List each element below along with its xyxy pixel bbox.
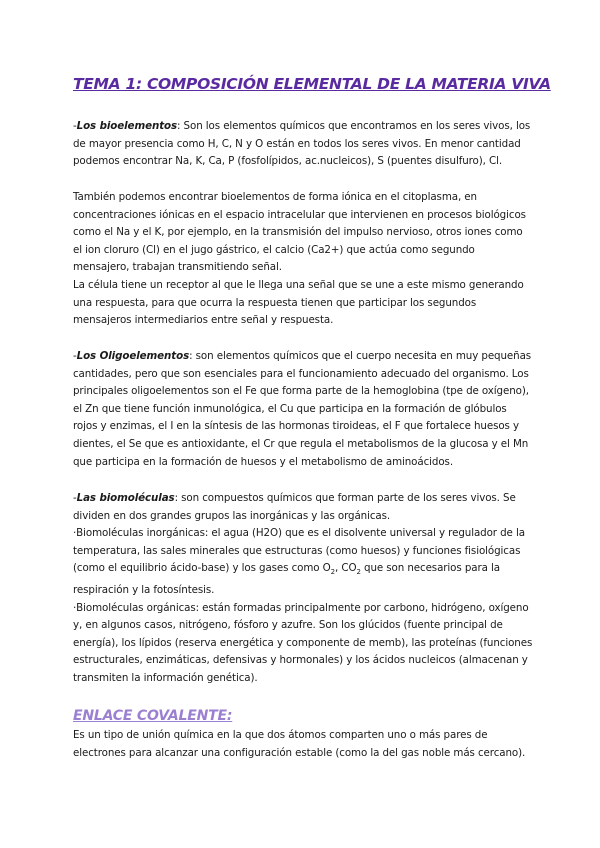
bullet-dash: - [73,492,77,504]
subscript-co2: 2 [356,568,361,577]
oligoelementos-text: : son elementos químicos que el cuerpo necesita en muy pequeñas cantidades, pero que son esenciales para el funcionamiento adecuado del organismo. Los principales oligoelementos son el Fe que forma parte de la hemoglobina (tpe de oxígeno), el Zn que tiene función inmunológica, el Cu que participa en la formación de glóbulos rojos y enzimas, el I en la síntesis de las hormonas tiroideas, el F que fortalece huesos y dientes, el Se que es antioxidante, el Cr que regula el metabolismos de la glucosa y el Mn que participa en la formación de huesos y el metabolismo de aminoácidos. [73,350,532,468]
inorganicas-text-c: que son necesarios para la respiración y la fotosíntesis. [73,562,500,597]
bullet-dash: - [73,120,77,132]
inorganicas-text-b: , CO [335,562,357,575]
bullet-dash: - [73,350,77,362]
section-enlace [73,727,533,762]
ionica-paragraph-2: La célula tiene un receptor al que le llega una señal que se une a este mismo generando una respuesta, para que ocurra la respuesta tienen que participar los segundos mensajeros intermediarios entre señal y respuesta. [73,278,524,327]
term-bioelementos: Los bioelementos [76,120,178,132]
bioelementos-paragraph [73,118,533,171]
ionica-paragraph-1: También podemos encontrar bioelementos de forma iónica en el citoplasma, en concentraciones iónicas en el espacio intracelular que intervienen en procesos biológicos como el Na y el K, por ejemplo, en la transmisión del impulso nervioso, otros iones como el ion cloruro (Cl) en el jugo gástrico, el calcio (Ca2+) que actúa como segundo mensajero, trabajan transmitiendo señal. [73,191,526,274]
subscript-o2: 2 [330,568,336,577]
enlace-covalente-heading: ENLACE COVALENTE: [73,708,233,724]
section-bioelementos [73,118,533,171]
inorganicas-paragraph [73,525,533,599]
bioelementos-text: : Son los elementos químicos que encontramos en los seres vivos, los de mayor presencia como H, C, N y O están en todos los seres vivos. En menor cantidad podemos encontrar Na, K, Ca, P (fosfolípidos, ac.nucleicos), S (puentes disulfuro), Cl. [73,120,531,168]
term-oligoelementos: Los Oligoelementos [76,350,190,362]
term-biomoleculas: Las biomoléculas [76,492,175,504]
section-ionica [73,189,533,330]
document-title: TEMA 1: COMPOSICIÓN ELEMENTAL DE LA MATERIA VIVA [73,75,551,93]
biomoleculas-paragraph [73,490,533,525]
inorganicas-text-a: ·Biomoléculas inorgánicas: el agua (H2O) que es el disolvente universal y regulador de la temperatura, las sales minerales que estructuras (como huesos) y funciones fisiológicas (como el equilibrio ácido-base) y los gases como O [73,527,525,575]
organicas-paragraph: ·Biomoléculas orgánicas: están formadas principalmente por carbono, hidrógeno, oxígeno y, en algunos casos, nitrógeno, fósforo y azufre. Son los glúcidos (fuente principal de energía), los lípidos (reserva energética y componente de memb), las proteínas (funciones estructurales, enzimáticas, defensivas y hormonales) y los ácidos nucleicos (almacenan y transmiten la información genética). [73,601,533,684]
oligoelementos-paragraph [73,348,533,471]
enlace-paragraph: Es un tipo de unión química en la que dos átomos comparten uno o más pares de electrones para alcanzar una configuración estable (como la del gas noble más cercano). [73,729,526,759]
section-biomoleculas [73,490,533,688]
biomoleculas-text: : son compuestos químicos que forman parte de los seres vivos. Se dividen en dos grandes grupos las inorgánicas y las orgánicas. [73,492,516,522]
section-oligoelementos [73,348,533,471]
